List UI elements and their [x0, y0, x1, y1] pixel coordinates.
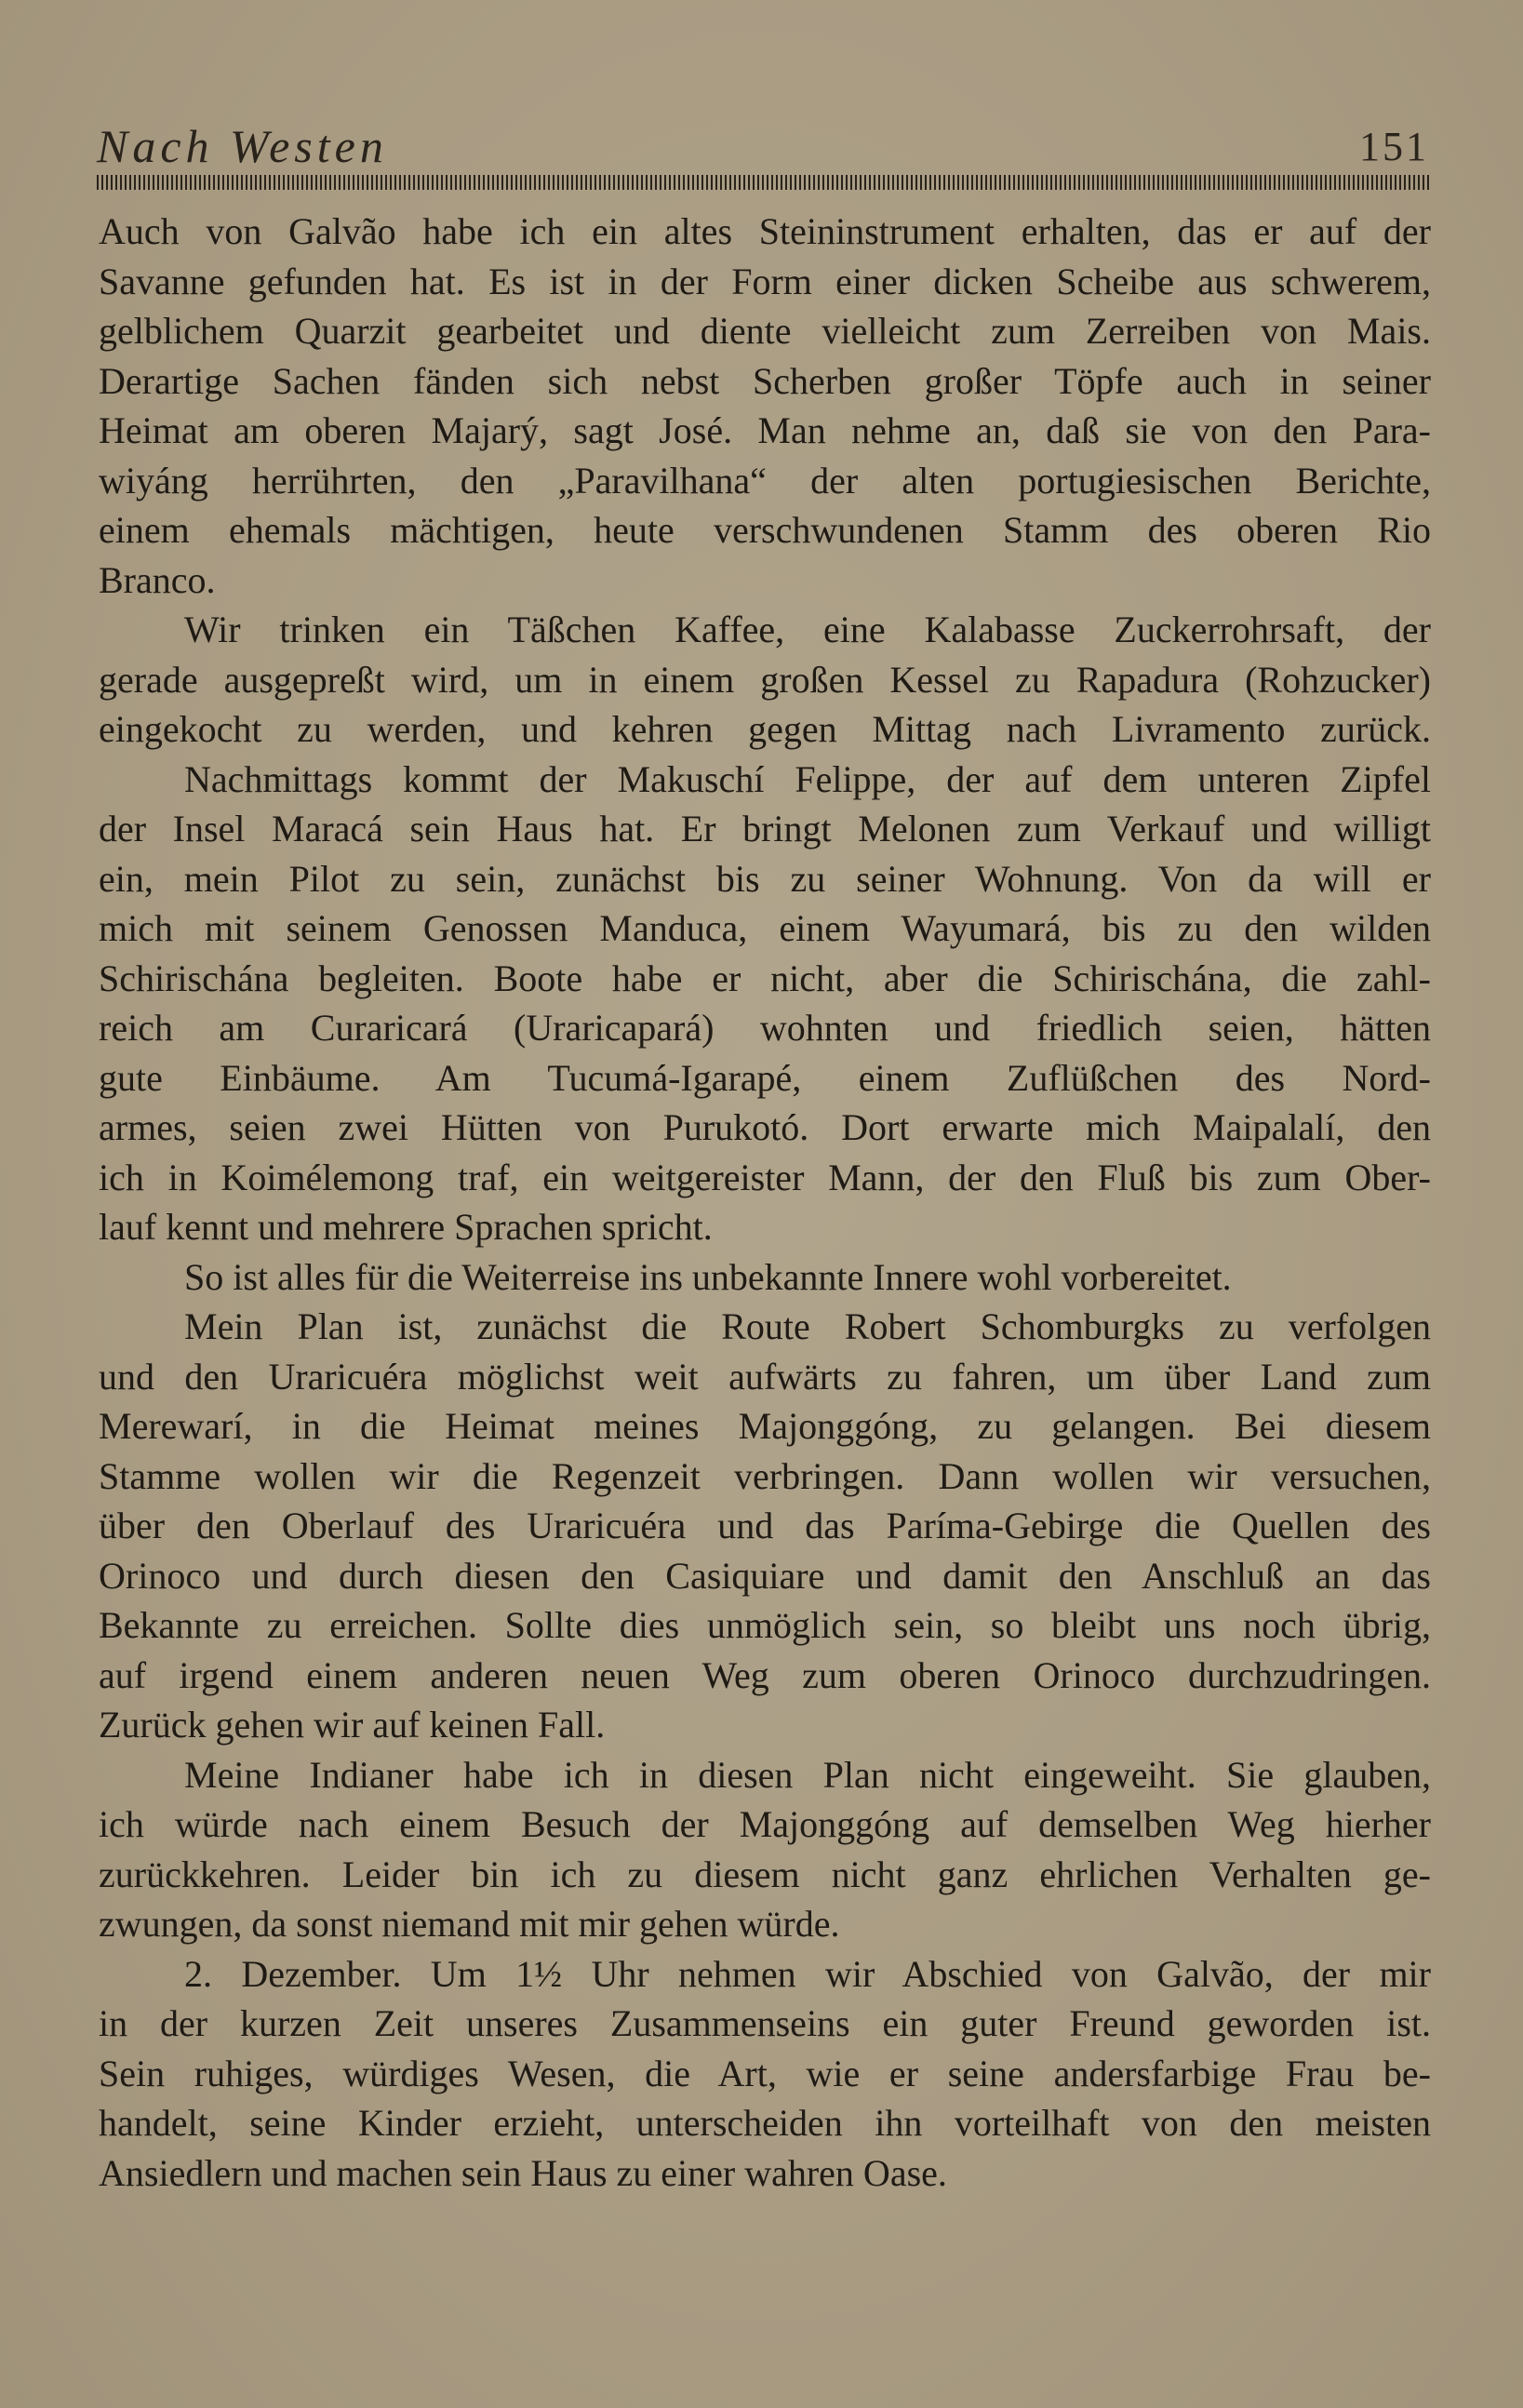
text-line: Bekannte zu erreichen. Sollte dies unmöglich sein, so bleibt uns noch übrig, — [99, 1604, 1431, 1646]
text-line: lauf kennt und mehrere Sprachen spricht. — [99, 1206, 713, 1248]
text-line: in der kurzen Zeit unseres Zusammenseins ein guter Freund geworden ist. — [99, 2002, 1431, 2044]
text-line: Derartige Sachen fänden sich nebst Scherben großer Töpfe auch in seiner — [99, 359, 1431, 402]
text-line: wiyáng herrührten, den „Paravilhana“ der alten portugiesischen Berichte, — [99, 459, 1431, 502]
text-line: ich würde nach einem Besuch der Majonggóng auf demselben Weg hierher — [99, 1803, 1431, 1845]
text-line: Schirischána begleiten. Boote habe er nicht, aber die Schirischána, die zahl- — [99, 957, 1431, 999]
paragraph — [99, 1302, 1431, 1750]
text-line: Wir trinken ein Täßchen Kaffee, eine Kalabasse Zuckerrohrsaft, der — [184, 609, 1431, 650]
text-line: eingekocht zu werden, und kehren gegen Mittag nach Livramento zurück. — [99, 708, 1431, 750]
text-line: und den Uraricuéra möglichst weit aufwärts zu fahren, um über Land zum — [99, 1355, 1431, 1398]
text-line: gelblichem Quarzit gearbeitet und diente vielleicht zum Zerreiben von Mais. — [99, 310, 1431, 352]
text-line: gerade ausgepreßt wird, um in einem großen Kessel zu Rapadura (Rohzucker) — [99, 658, 1431, 701]
text-line: Merewarí, in die Heimat meines Majonggóng, zu gelangen. Bei diesem — [99, 1405, 1431, 1447]
text-line: Branco. — [99, 558, 216, 601]
text-line: Auch von Galvão habe ich ein altes Steininstrument erhalten, das er auf der — [99, 210, 1431, 252]
text-line: einem ehemals mächtigen, heute verschwundenen Stamm des oberen Rio — [99, 509, 1431, 551]
paragraph — [99, 1750, 1431, 1949]
text-line: über den Oberlauf des Uraricuéra und das Paríma-Gebirge die Quellen des — [99, 1505, 1431, 1546]
text-line: Sein ruhiges, würdiges Wesen, die Art, wie er seine andersfarbige Frau be- — [99, 2052, 1431, 2094]
text-line: auf irgend einem anderen neuen Weg zum oberen Orinoco durchzudringen. — [99, 1653, 1431, 1696]
text-line: reich am Curaricará (Uraricapará) wohnten und friedlich seien, hätten — [99, 1007, 1431, 1049]
paragraph — [99, 1949, 1431, 2199]
body-text — [99, 207, 1431, 2198]
text-line: Orinoco und durch diesen den Casiquiare und damit den Anschluß an das — [99, 1554, 1431, 1597]
paragraph — [99, 605, 1431, 755]
running-title: Nach Westen — [97, 120, 388, 172]
text-line: ich in Koimélemong traf, ein weitgereister Mann, der den Fluß bis zum Ober- — [99, 1156, 1431, 1198]
text-line: mich mit seinem Genossen Manduca, einem Wayumará, bis zu den wilden — [99, 907, 1431, 949]
text-line: Nachmittags kommt der Makuschí Felippe, der auf dem unteren Zipfel — [184, 757, 1431, 800]
text-line: zurückkehren. Leider bin ich zu diesem nicht ganz ehrlichen Verhalten ge- — [99, 1853, 1431, 1895]
text-line: So ist alles für die Weiterreise ins unbekannte Innere wohl vorbereitet. — [184, 1255, 1232, 1298]
text-line: Savanne gefunden hat. Es ist in der Form einer dicken Scheibe aus schwerem, — [99, 260, 1431, 302]
page-header — [97, 119, 1429, 175]
text-line: armes, seien zwei Hütten von Purukotó. Dort erwarte mich Maipalalí, den — [99, 1106, 1431, 1148]
text-line: handelt, seine Kinder erzieht, unterscheiden ihn vorteilhaft von den meisten — [99, 2102, 1431, 2144]
text-line: zwungen, da sonst niemand mit mir gehen würde. — [99, 1903, 840, 1945]
paragraph — [99, 1252, 1431, 1303]
text-line: Ansiedlern und machen sein Haus zu einer wahren Oase. — [99, 2151, 947, 2194]
text-line: ein, mein Pilot zu sein, zunächst bis zu seiner Wohnung. Von da will er — [99, 857, 1431, 900]
page-number: 151 — [1359, 124, 1429, 169]
text-line: der Insel Maracá sein Haus hat. Er bringt Melonen zum Verkauf und willigt — [99, 808, 1431, 849]
text-line: Zurück gehen wir auf keinen Fall. — [99, 1704, 606, 1746]
text-line: Stamme wollen wir die Regenzeit verbringen. Dann wollen wir versuchen, — [99, 1454, 1431, 1497]
text-line: gute Einbäume. Am Tucumá-Igarapé, einem Zuflüßchen des Nord- — [99, 1056, 1431, 1099]
text-line: 2. Dezember. Um 1½ Uhr nehmen wir Abschied von Galvão, der mir — [184, 1952, 1431, 1995]
text-line: Meine Indianer habe ich in diesen Plan nicht eingeweiht. Sie glauben, — [184, 1753, 1431, 1796]
text-line: Mein Plan ist, zunächst die Route Robert Schomburgks zu verfolgen — [184, 1305, 1431, 1347]
text-line: Heimat am oberen Majarý, sagt José. Man nehme an, daß sie von den Para- — [99, 409, 1431, 451]
header-rule — [97, 175, 1429, 190]
paragraph — [99, 755, 1431, 1252]
paragraph — [99, 207, 1431, 605]
